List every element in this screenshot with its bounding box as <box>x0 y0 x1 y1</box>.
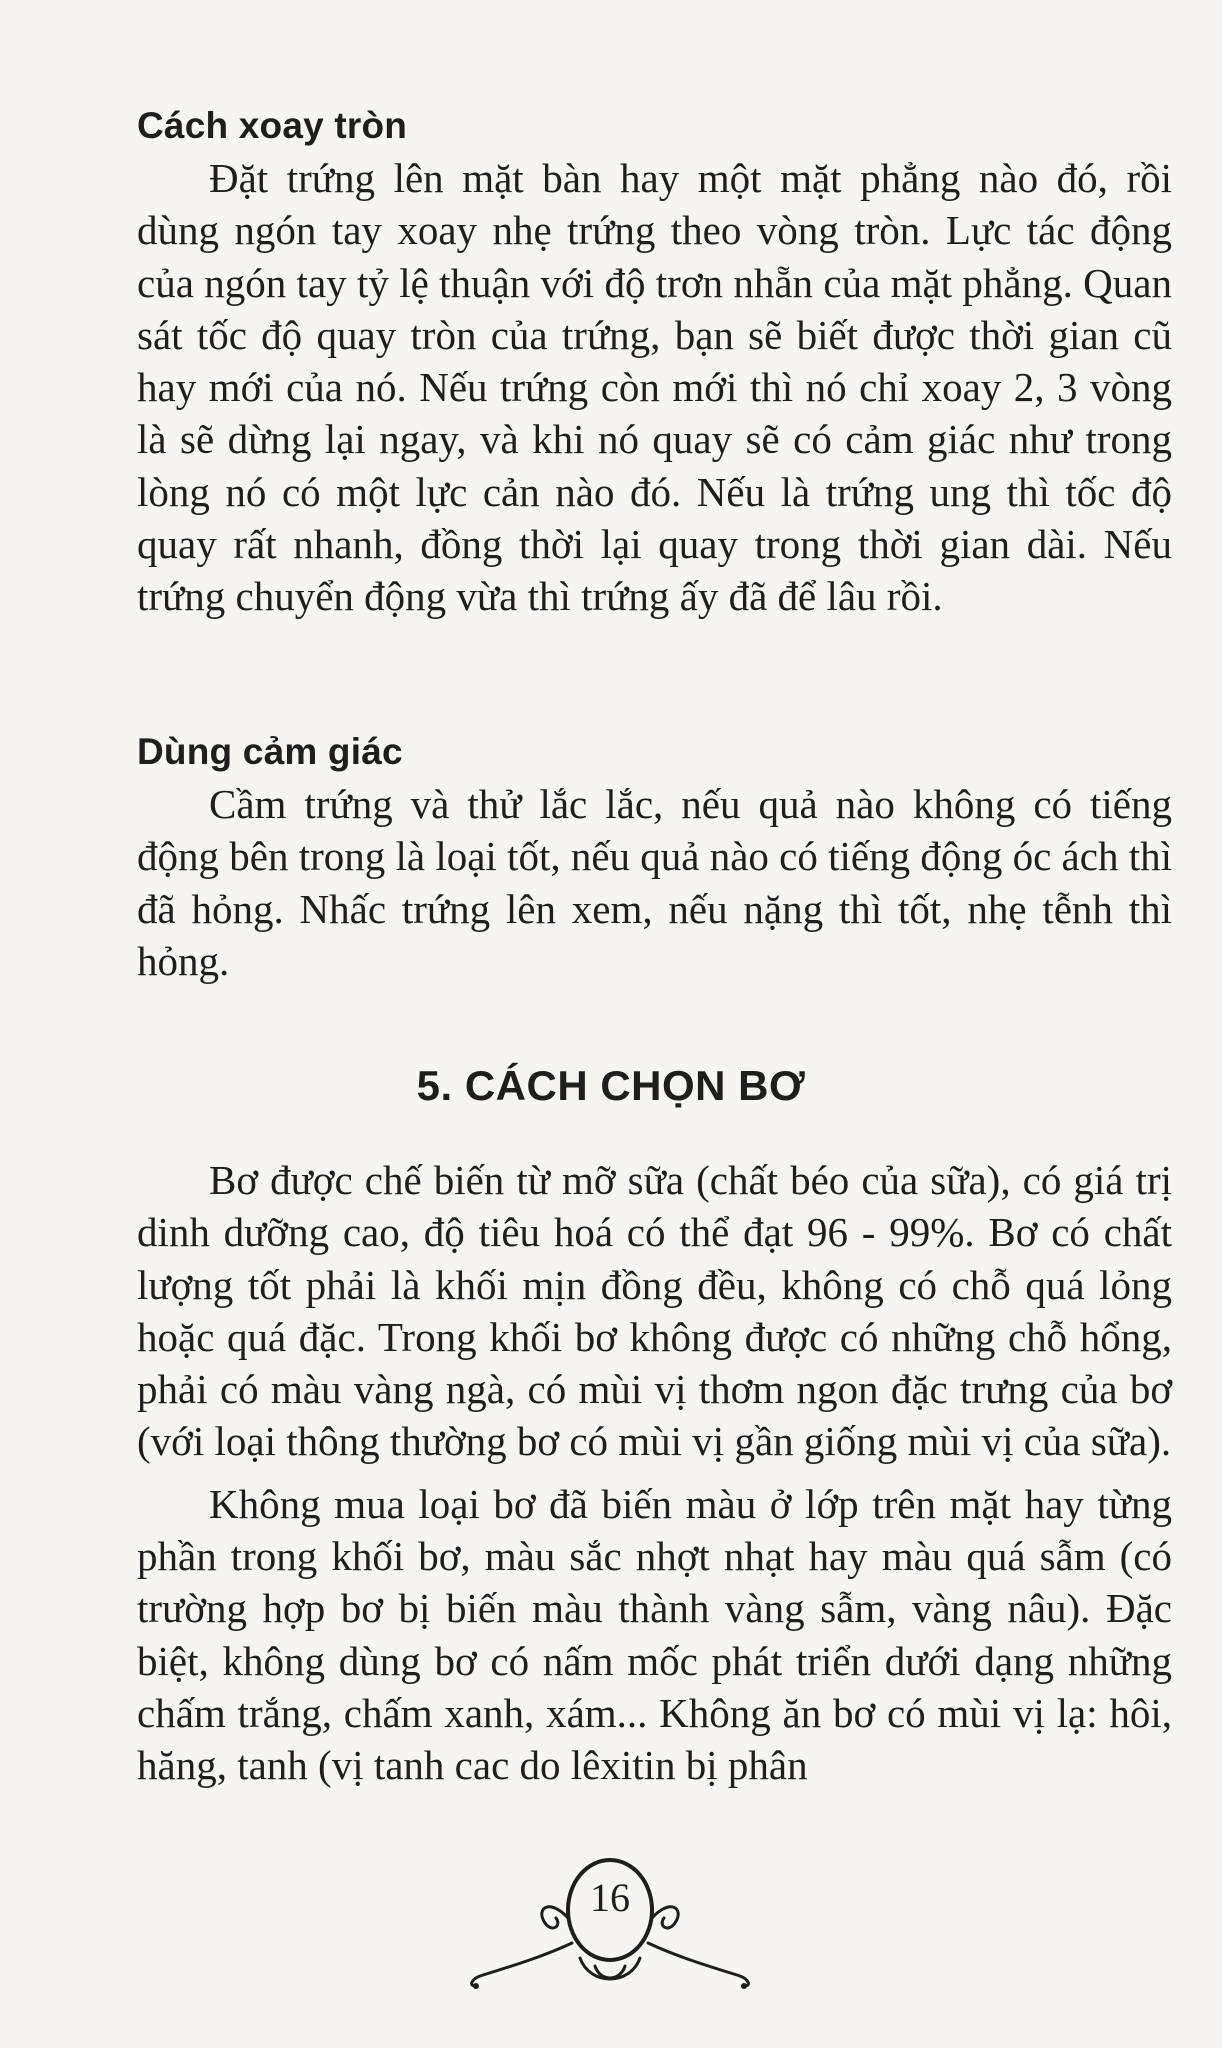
section-spin-method <box>137 100 1172 623</box>
subheading-feel-method: Dùng cảm giác <box>137 731 403 772</box>
section-feel-method <box>137 726 1172 987</box>
paragraph-spin-method: Đặt trứng lên mặt bàn hay một mặt phẳng nào đó, rồi dùng ngón tay xoay nhẹ trứng theo vòng tròn. Lực tác động của ngón tay tỷ lệ thuận với độ trơn nhẵn của mặt phẳng. Quan sát tốc độ quay tròn của trứng, bạn sẽ biết được thời gian cũ hay mới của nó. Nếu trứng còn mới thì nó chỉ xoay 2, 3 vòng là sẽ dừng lại ngay, và khi nó quay sẽ có cảm giác như trong lòng nó có một lực cản nào đó. Nếu là trứng ung thì tốc độ quay rất nhanh, đồng thời lại quay trong thời gian dài. Nếu trứng chuyển động vừa thì trứng ấy đã để lâu rồi. <box>137 155 1172 620</box>
chapter-body <box>137 1154 1172 1792</box>
chapter-title: 5. CÁCH CHỌN BƠ <box>416 1062 806 1109</box>
paragraph-feel-method: Cầm trứng và thử lắc lắc, nếu quả nào không có tiếng động bên trong là loại tốt, nếu quả nào có tiếng động óc ách thì đã hỏng. Nhấc trứng lên xem, nếu nặng thì tốt, nhẹ tễnh thì hỏng. <box>137 781 1172 984</box>
chapter-paragraph-2: Không mua loại bơ đã biến màu ở lớp trên mặt hay từng phần trong khối bơ, màu sắc nhợt nhạt hay màu quá sẫm (có trường hợp bơ bị biến màu thành vàng sẫm, vàng nâu). Đặc biệt, không dùng bơ có nấm mốc phát triển dưới dạng những chấm trắng, chấm xanh, xám... Không ăn bơ có mùi vị lạ: hôi, hăng, tanh (vị tanh cac do lêxitin bị phân <box>137 1480 1172 1789</box>
subheading-spin-method: Cách xoay tròn <box>137 105 408 146</box>
chapter-paragraph-1: Bơ được chế biến từ mỡ sữa (chất béo của sữa), có giá trị dinh dưỡng cao, độ tiêu hoá có thể đạt 96 - 99%. Bơ có chất lượng tốt phải là khối mịn đồng đều, không có chỗ quá lỏng hoặc quá đặc. Trong khối bơ không được có những chỗ hổng, phải có màu vàng ngà, có mùi vị thơm ngon đặc trưng của bơ (với loại thông thường bơ có mùi vị gần giống mùi vị của sữa). <box>137 1157 1172 1465</box>
page-number: 16 <box>590 1875 630 1920</box>
